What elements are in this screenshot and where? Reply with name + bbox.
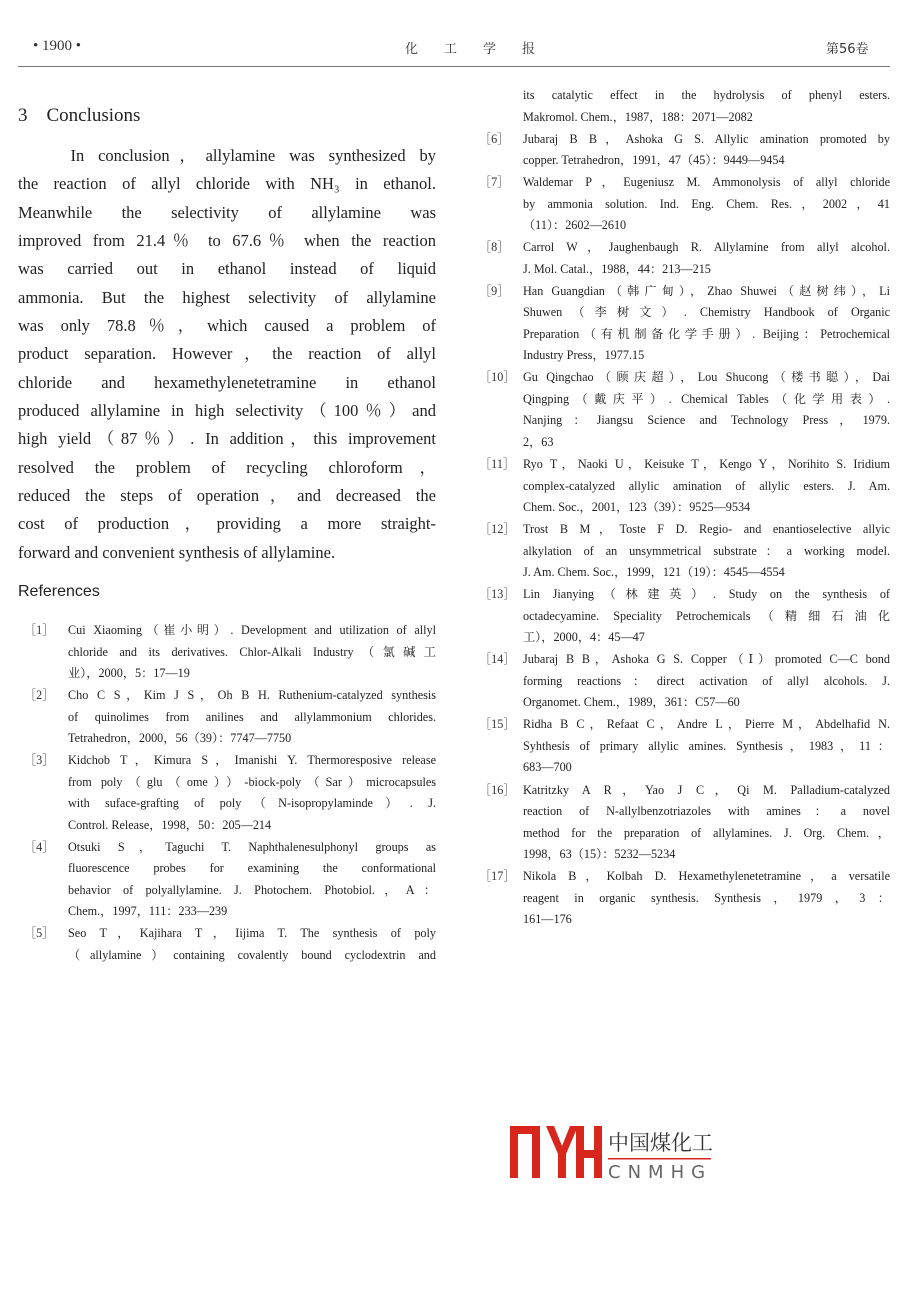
reference-line: of quinolimes from anilines and allylammonium chlorides. bbox=[68, 709, 436, 724]
reference-line: reaction of N-allylbenzotriazoles with amines：a novel bbox=[523, 804, 890, 819]
body-line: resolved the problem of recycling chloroform， bbox=[18, 457, 436, 477]
reference-line: Gu Qingchao（顾庆超），Lou Shucong（楼书聪），Dai bbox=[523, 370, 890, 385]
reference-item bbox=[18, 685, 436, 750]
reference-line: fluorescence probes for examining the conformational bbox=[68, 861, 436, 876]
reference-line: Katritzky A R，Yao J C，Qi M. Palladium-catalyzed bbox=[523, 782, 890, 797]
reference-number: ［2］ bbox=[24, 688, 55, 703]
reference-line: 1998，63（15）：5232—5234 bbox=[523, 847, 676, 862]
section-title: 3 Conclusions bbox=[18, 105, 141, 126]
reference-number: ［11］ bbox=[479, 457, 516, 472]
body-line: high yield（87％）. In addition，this improvement bbox=[18, 429, 436, 449]
reference-line: Jubaraj B B，Ashoka G S. Allylic amination promoted by bbox=[523, 131, 890, 146]
reference-line: Makromol. Chem.，1987，188：2071—2082 bbox=[523, 109, 753, 124]
reference-number: ［17］ bbox=[479, 869, 516, 884]
reference-line: Nikola B，Kolbah D. Hexamethylenetetramine，a versatile bbox=[523, 869, 890, 884]
reference-line: from poly（glu（ome））-biock-poly（Sar）microcapsules bbox=[68, 774, 436, 789]
reference-line: J. Mol. Catal.，1988，44：213—215 bbox=[523, 261, 711, 276]
reference-line: Seo T，Kajihara T，Iijima T. The synthesis of poly bbox=[68, 926, 436, 941]
reference-line: Chem.，1997，111：233—239 bbox=[68, 904, 228, 919]
reference-line: Han Guangdian（韩广甸），Zhao Shuwei（赵树纬），Li bbox=[523, 283, 890, 298]
reference-item bbox=[473, 85, 890, 128]
reference-item bbox=[473, 866, 890, 931]
body-line: Meanwhile the selectivity of allylamine was bbox=[18, 202, 436, 222]
reference-line: with suface-grafting of poly（N-isopropylaminde）. J. bbox=[68, 796, 436, 811]
reference-line: Qingping（戴庆平）. Chemical Tables（化学用表）. bbox=[523, 391, 890, 406]
reference-line: by ammonia solution. Ind. Eng. Chem. Res.，2002，41 bbox=[523, 196, 890, 211]
reference-item bbox=[473, 649, 890, 714]
reference-line: Cui Xiaoming（崔小明）. Development and utilization of allyl bbox=[68, 623, 436, 637]
reference-line: copper. Tetrahedron，1991，47（45）：9449—9454 bbox=[523, 153, 785, 168]
reference-line: J. Am. Chem. Soc.，1999，121（19）：4545—4554 bbox=[523, 565, 785, 580]
reference-line: Organomet. Chem.，1989，361：C57—60 bbox=[523, 695, 740, 710]
reference-item bbox=[18, 750, 436, 836]
reference-number: ［13］ bbox=[479, 587, 516, 602]
reference-line: octadecyamine. Speciality Petrochemicals（精细石油化 bbox=[523, 608, 890, 623]
reference-number: ［12］ bbox=[479, 522, 516, 537]
reference-line: behavior of polyallylamine. J. Photochem. Photobiol.，A： bbox=[68, 882, 436, 897]
reference-line: Jubaraj B B，Ashoka G S. Copper（Ⅰ）promoted C—C bond bbox=[523, 652, 890, 667]
body-line: In conclusion，allylamine was synthesized by bbox=[18, 146, 436, 165]
reference-number: ［6］ bbox=[479, 131, 510, 146]
reference-number: ［7］ bbox=[479, 175, 510, 190]
reference-number: ［14］ bbox=[479, 652, 516, 667]
reference-number: ［16］ bbox=[479, 782, 516, 797]
reference-item bbox=[473, 172, 890, 237]
reference-line: Cho C S，Kim J S，Oh B H. Ruthenium-catalyzed synthesis bbox=[68, 688, 436, 703]
conclusion-body bbox=[18, 142, 436, 567]
body-line: was carried out in ethanol instead of liquid bbox=[18, 259, 436, 279]
references-left-column bbox=[18, 620, 436, 967]
body-line: forward and convenient synthesis of allylamine. bbox=[18, 542, 336, 562]
reference-line: Preparation（有机制备化学手册）. Beijing：Petrochemical bbox=[523, 326, 890, 341]
reference-number: ［8］ bbox=[479, 240, 510, 255]
reference-line: Shuwen（李树文）. Chemistry Handbook of Organic bbox=[523, 305, 890, 320]
body-line: produced allylamine in high selectivity（100％）and bbox=[18, 401, 436, 421]
reference-line: Trost B M，Toste F D. Regio- and enantioselective allyic bbox=[523, 522, 890, 537]
reference-line: 业），2000，5：17—19 bbox=[68, 666, 190, 680]
reference-line: its catalytic effect in the hydrolysis of phenyl esters. bbox=[523, 88, 890, 102]
reference-line: Lin Jianying（林建英）. Study on the synthesis of bbox=[523, 587, 890, 602]
reference-number: ［5］ bbox=[24, 926, 55, 941]
reference-line: 683—700 bbox=[523, 760, 572, 775]
logo-cn-text: 中国煤化工 bbox=[608, 1131, 713, 1155]
header-divider bbox=[18, 66, 890, 67]
reference-item bbox=[473, 780, 890, 866]
body-line: ammonia. But the highest selectivity of allylamine bbox=[18, 287, 436, 307]
body-line: was only 78.8％，which caused a problem of bbox=[18, 316, 436, 336]
reference-number: ［10］ bbox=[479, 370, 516, 385]
reference-line: Syhthesis of primary allylic amines. Synthesis，1983，11： bbox=[523, 738, 890, 753]
reference-item bbox=[473, 584, 890, 649]
reference-line: method for the preparation of allylamines. J. Org. Chem.， bbox=[523, 825, 890, 840]
reference-line: Industry Press，1977.15 bbox=[523, 348, 645, 363]
reference-number: ［4］ bbox=[24, 839, 55, 854]
reference-number: ［9］ bbox=[479, 283, 510, 298]
reference-item bbox=[473, 281, 890, 367]
body-line: the reaction of allyl chloride with NH₃ in ethanol. bbox=[18, 174, 436, 194]
page-number: • 1900 • bbox=[33, 38, 82, 54]
references-heading: References bbox=[18, 583, 100, 600]
reference-item bbox=[473, 454, 890, 519]
volume: 第56卷 bbox=[826, 42, 869, 57]
journal-name: 化 工 学 报 bbox=[405, 42, 536, 57]
body-line: reduced the steps of operation，and decreased the bbox=[18, 486, 436, 506]
reference-item bbox=[18, 837, 436, 923]
reference-line: （allylamine）containing covalently bound cyclodextrin and bbox=[68, 947, 436, 962]
reference-line: Carrol W，Jaughenbaugh R. Allylamine from allyl alcohol. bbox=[523, 240, 890, 255]
reference-line: complex-catalyzed allylic amination of allylic esters. J. Am. bbox=[523, 478, 890, 493]
reference-line: Otsuki S，Taguchi T. Naphthalenesulphonyl groups as bbox=[68, 839, 436, 854]
reference-item bbox=[473, 519, 890, 584]
body-line: improved from 21.4％ to 67.6％ when the reaction bbox=[18, 231, 436, 251]
reference-line: Control. Release，1998，50：205—214 bbox=[68, 817, 272, 832]
reference-line: Chem. Soc.，2001，123（39）：9525—9534 bbox=[523, 500, 751, 515]
reference-item bbox=[473, 367, 890, 453]
reference-line: 工），2000，4：45—47 bbox=[523, 630, 645, 645]
reference-item bbox=[18, 620, 436, 685]
reference-line: Ryo T，Naoki U，Keisuke T，Kengo Y，Norihito S. Iridium bbox=[523, 457, 890, 472]
reference-line: Ridha B C，Refaat C，Andre L，Pierre M，Abdelhafid N. bbox=[523, 717, 890, 732]
cnmhg-logo bbox=[510, 1122, 720, 1182]
reference-line: 161—176 bbox=[523, 912, 572, 927]
reference-line: Kidchob T，Kimura S，Imanishi Y. Thermoresposive release bbox=[68, 753, 436, 768]
reference-line: （11）：2602—2610 bbox=[523, 218, 627, 233]
reference-item bbox=[473, 714, 890, 779]
reference-number: ［1］ bbox=[24, 623, 55, 637]
reference-number: ［15］ bbox=[479, 717, 516, 732]
reference-line: 2，63 bbox=[523, 434, 554, 449]
reference-line: Waldemar P，Eugeniusz M. Ammonolysis of allyl chloride bbox=[523, 175, 890, 190]
reference-item bbox=[18, 923, 436, 966]
reference-line: Nanjing：Jiangsu Science and Technology Press，1979. bbox=[523, 413, 890, 428]
reference-line: Tetrahedron，2000，56（39）：7747—7750 bbox=[68, 731, 292, 746]
reference-number: ［3］ bbox=[24, 753, 55, 768]
reference-item bbox=[473, 237, 890, 280]
reference-line: reagent in organic synthesis. Synthesis，1979，3： bbox=[523, 890, 890, 905]
reference-line: alkylation of an unsymmetrical substrate：a working model. bbox=[523, 543, 890, 558]
references-right-column bbox=[473, 85, 890, 931]
body-line: cost of production，providing a more straight- bbox=[18, 514, 436, 534]
reference-line: chloride and its derivatives. Chlor-Alkali Industry（氯碱工 bbox=[68, 644, 436, 659]
logo-en-text: CNMHG bbox=[608, 1162, 713, 1182]
reference-line: forming reactions：direct activation of allyl alcohols. J. bbox=[523, 673, 890, 688]
body-line: product separation. However，the reaction of allyl bbox=[18, 344, 436, 364]
body-line: chloride and hexamethylenetetramine in ethanol bbox=[18, 372, 436, 392]
reference-item bbox=[473, 129, 890, 172]
